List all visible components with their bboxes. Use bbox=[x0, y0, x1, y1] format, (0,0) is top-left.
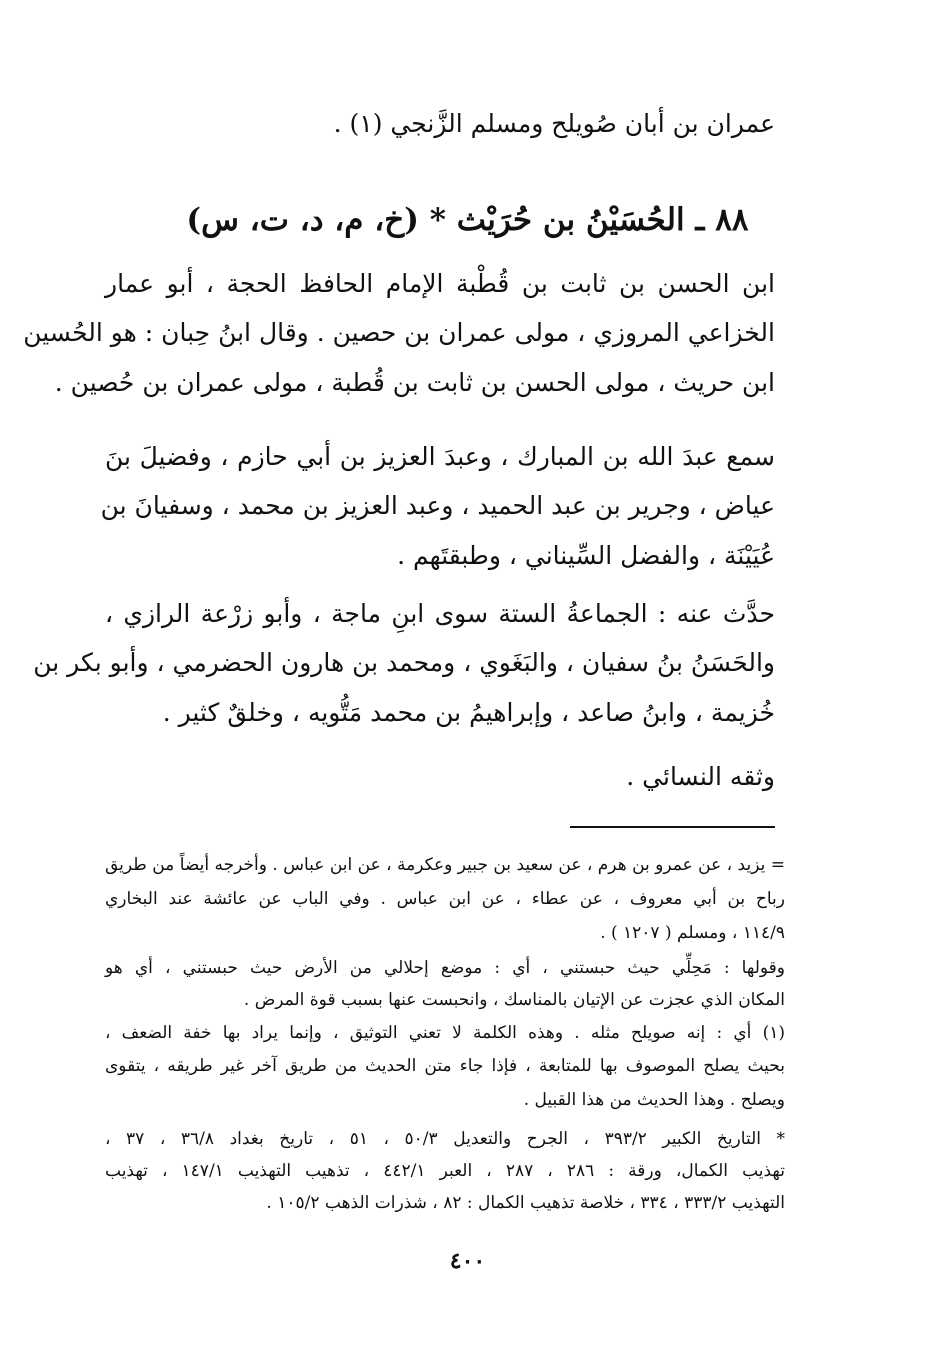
text-line: وثقه النسائي . bbox=[626, 762, 775, 791]
footnote-line: رباح بن أبي معروف ، عن عطاء ، عن ابن عباس . وفي الباب عن عائشة عند البخاري bbox=[105, 889, 785, 909]
page-number: ٤٠٠ bbox=[449, 1248, 486, 1274]
footnote-line: التهذيب ٣٣٣/٢ ، ٣٣٤ ، خلاصة تذهيب الكمال : ٨٢ ، شذرات الذهب ١٠٥/٢ . bbox=[266, 1193, 785, 1213]
footnote-line: المكان الذي عجزت عن الإتيان بالمناسك ، وانحبست عنها بسبب قوة المرض . bbox=[243, 990, 785, 1010]
footnote-line: بحيث يصلح الموصوف بها للمتابعة ، فإذا جاء متن الحديث من طريق آخر غير طريقه ، يتقوى bbox=[105, 1056, 785, 1076]
footnote-separator bbox=[570, 826, 775, 828]
text-line: حدَّث عنه : الجماعةُ الستة سوى ابنِ ماجة ، وأبو زرْعة الرازي ، bbox=[105, 599, 775, 628]
text-line: ابن حريث ، مولى الحسن بن ثابت بن قُطبة ، مولى عمران بن حُصين . bbox=[54, 368, 775, 397]
entry-heading: ٨٨ ـ الحُسَيْنُ بن حُرَيْث * (خ، م، د، ت، س) bbox=[186, 202, 749, 238]
text-line: خُزيمة ، وابنُ صاعد ، وإبراهيمُ بن محمد مَتُّويه ، وخلقٌ كثير . bbox=[162, 698, 775, 727]
continuation-line: عمران بن أبان صُويلح ومسلم الزَّنجي (١) . bbox=[333, 109, 775, 138]
footnote-line: = يزيد ، عن عمرو بن هرم ، عن سعيد بن جبير وعكرمة ، عن ابن عباس . وأخرجه أيضاً من طريق bbox=[105, 855, 785, 875]
text-line: عُيَيْنَة ، والفضل السِّيناني ، وطبقتَهم . bbox=[397, 541, 775, 570]
text-line: عياض ، وجرير بن عبد الحميد ، وعبد العزيز بن محمد ، وسفيانَ بن bbox=[100, 491, 775, 520]
footnote-line: ويصلح . وهذا الحديث من هذا القبيل . bbox=[523, 1090, 785, 1110]
text-line: سمع عبدَ الله بن المبارك ، وعبدَ العزيز بن أبي حازم ، وفضيلَ بنَ bbox=[105, 442, 775, 471]
footnote-line: تهذيب الكمال، ورقة : ٢٨٦ ، ٢٨٧ ، العبر ٤٤٢/١ ، تذهيب التهذيب ١٤٧/١ ، تهذيب bbox=[105, 1161, 786, 1181]
footnote-line: (١) أي : إنه صويلح مثله . وهذه الكلمة لا تعني التوثيق ، وإنما يراد بها خفة الضعف ، bbox=[105, 1023, 785, 1043]
footnote-line: * التاريخ الكبير ٣٩٣/٢ ، الجرح والتعديل ٥٠/٣ ، ٥١ ، تاريخ بغداد ٣٦/٨ ، ٣٧ ، bbox=[105, 1129, 786, 1149]
text-line: الخزاعي المروزي ، مولى عمران بن حصين . وقال ابنُ حِبان : هو الحُسين bbox=[23, 318, 775, 347]
footnote-line: وقولها : مَحِلِّي حيث حبستني ، أي : موضع إحلالي من الأرض حيث حبستني ، أي هو bbox=[105, 958, 785, 978]
text-line: ابن الحسن بن ثابت بن قُطْبة الإمام الحافظ الحجة ، أبو عمار bbox=[105, 269, 775, 298]
text-line: والحَسَنُ بنُ سفيان ، والبَغَوي ، ومحمد بن هارون الحضرمي ، وأبو بكر بن bbox=[33, 648, 775, 677]
footnote-line: ١١٤/٩ ، ومسلم ( ١٢٠٧ ) . bbox=[600, 923, 785, 943]
